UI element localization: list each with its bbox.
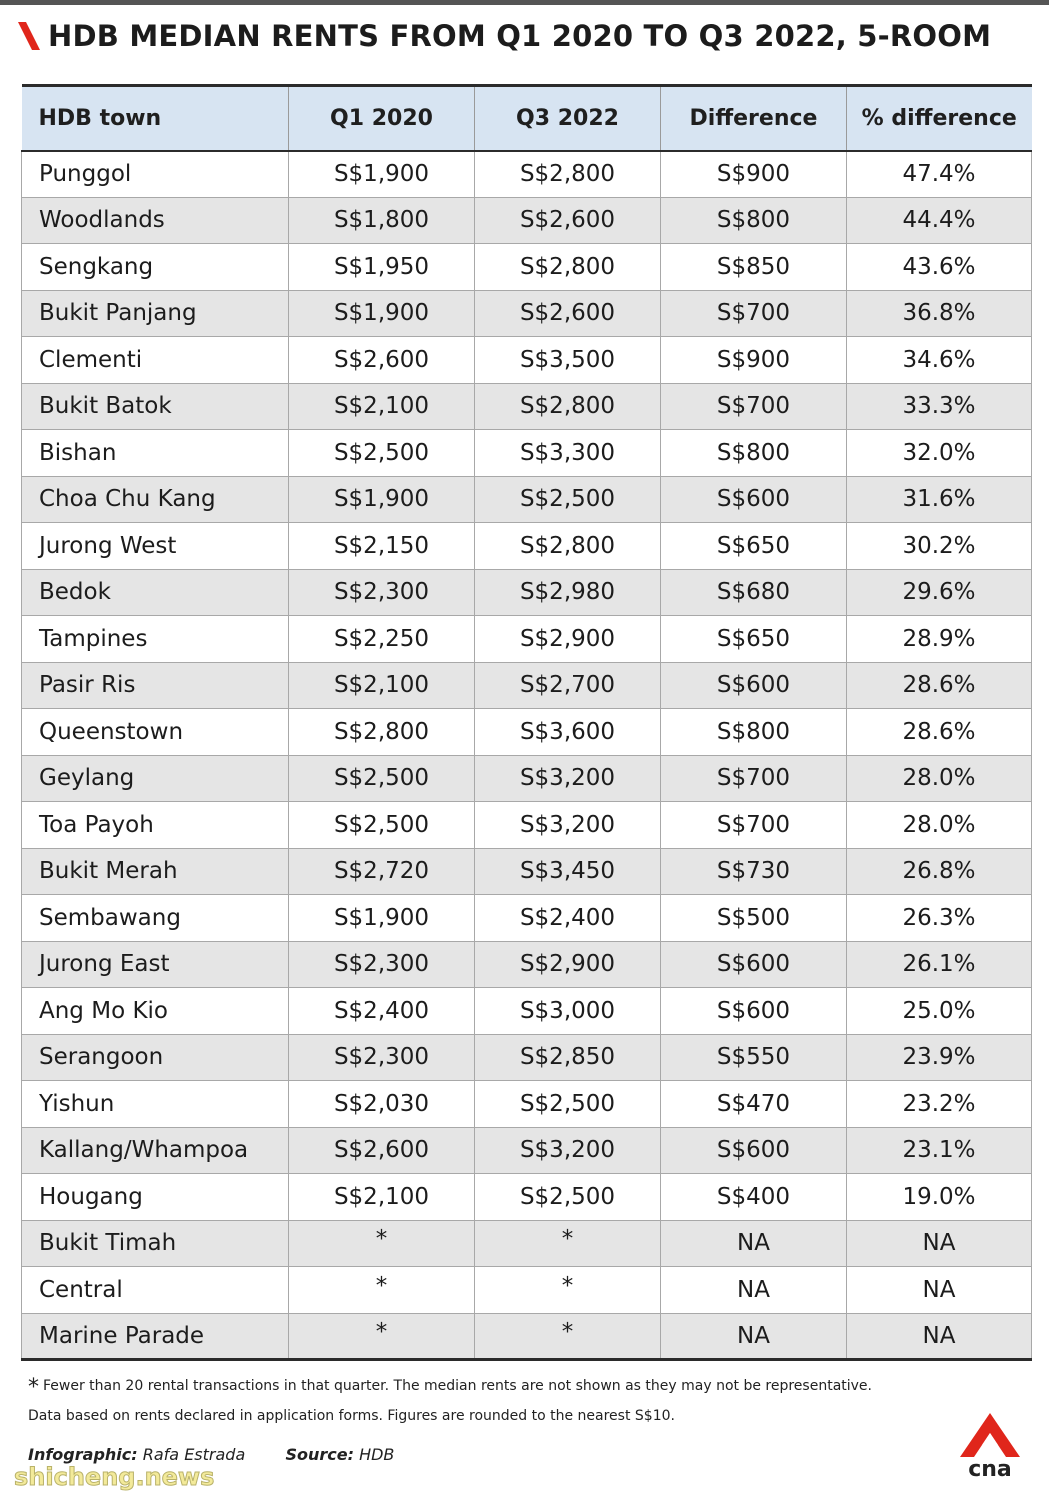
cell-q3-2022: S$2,900	[475, 941, 661, 988]
cell-q1-2020: S$1,900	[289, 151, 475, 198]
cell-q1-2020: S$1,900	[289, 895, 475, 942]
cell-q1-2020: S$2,300	[289, 1034, 475, 1081]
table-row	[22, 662, 1032, 709]
cell-pct-difference: 26.3%	[847, 895, 1032, 942]
table-row	[22, 988, 1032, 1035]
cell-q3-2022: S$3,300	[475, 430, 661, 477]
col-header-difference: Difference	[661, 86, 847, 151]
cell-town: Punggol	[22, 151, 289, 198]
table-row	[22, 383, 1032, 430]
cell-q1-2020: S$1,800	[289, 197, 475, 244]
cell-pct-difference: 26.1%	[847, 941, 1032, 988]
cell-town: Central	[22, 1267, 289, 1314]
cell-pct-difference: 19.0%	[847, 1174, 1032, 1221]
watermark: shicheng.news	[14, 1463, 215, 1491]
cell-q3-2022: S$2,400	[475, 895, 661, 942]
cell-q3-2022: S$2,700	[475, 662, 661, 709]
cell-q3-2022: S$2,800	[475, 151, 661, 198]
cell-difference: S$550	[661, 1034, 847, 1081]
cell-q1-2020: S$2,600	[289, 337, 475, 384]
infographic-value: Rafa Estrada	[142, 1445, 246, 1464]
cell-q3-2022: *	[475, 1220, 661, 1267]
table-row	[22, 569, 1032, 616]
infographic-label: Infographic:	[28, 1445, 138, 1464]
cell-difference: S$600	[661, 988, 847, 1035]
cell-difference: S$850	[661, 244, 847, 291]
cell-pct-difference: NA	[847, 1313, 1032, 1360]
source-value: HDB	[359, 1445, 395, 1464]
cell-town: Bukit Batok	[22, 383, 289, 430]
cell-difference: S$600	[661, 1127, 847, 1174]
cell-pct-difference: 23.2%	[847, 1081, 1032, 1128]
cell-town: Bukit Panjang	[22, 290, 289, 337]
cell-pct-difference: NA	[847, 1267, 1032, 1314]
cell-q1-2020: *	[289, 1220, 475, 1267]
footnotes	[28, 1372, 928, 1430]
cell-difference: S$400	[661, 1174, 847, 1221]
table-row	[22, 1127, 1032, 1174]
table-row	[22, 848, 1032, 895]
cell-town: Sembawang	[22, 895, 289, 942]
cell-q1-2020: S$2,500	[289, 755, 475, 802]
cell-pct-difference: 31.6%	[847, 476, 1032, 523]
table-body	[22, 151, 1032, 1360]
cell-q1-2020: S$2,150	[289, 523, 475, 570]
table-row	[22, 941, 1032, 988]
table-row	[22, 1313, 1032, 1360]
cell-pct-difference: 32.0%	[847, 430, 1032, 477]
cell-pct-difference: 23.1%	[847, 1127, 1032, 1174]
cell-difference: S$900	[661, 151, 847, 198]
cell-q1-2020: S$1,900	[289, 476, 475, 523]
cell-q3-2022: S$3,450	[475, 848, 661, 895]
top-rule	[0, 0, 1049, 5]
cell-difference: S$800	[661, 430, 847, 477]
cell-town: Serangoon	[22, 1034, 289, 1081]
cell-q1-2020: S$2,500	[289, 802, 475, 849]
cell-pct-difference: 28.9%	[847, 616, 1032, 663]
cell-q3-2022: S$2,850	[475, 1034, 661, 1081]
cell-q3-2022: S$2,800	[475, 244, 661, 291]
cna-logo	[958, 1413, 1022, 1479]
cell-q3-2022: S$2,800	[475, 523, 661, 570]
cell-town: Toa Payoh	[22, 802, 289, 849]
cell-pct-difference: 30.2%	[847, 523, 1032, 570]
cell-difference: S$900	[661, 337, 847, 384]
cell-difference: S$700	[661, 755, 847, 802]
slash-icon	[18, 22, 40, 50]
table-row	[22, 244, 1032, 291]
cell-pct-difference: 29.6%	[847, 569, 1032, 616]
cell-pct-difference: 47.4%	[847, 151, 1032, 198]
table-row	[22, 1267, 1032, 1314]
cell-q1-2020: S$2,300	[289, 569, 475, 616]
cell-difference: S$700	[661, 290, 847, 337]
logo-text: cna	[968, 1457, 1012, 1479]
table-row	[22, 709, 1032, 756]
cell-q1-2020: S$2,100	[289, 1174, 475, 1221]
cell-town: Bishan	[22, 430, 289, 477]
cell-q1-2020: S$2,500	[289, 430, 475, 477]
cell-q1-2020: S$2,300	[289, 941, 475, 988]
cell-difference: S$600	[661, 662, 847, 709]
cell-q1-2020: S$1,950	[289, 244, 475, 291]
cell-difference: S$500	[661, 895, 847, 942]
cell-town: Choa Chu Kang	[22, 476, 289, 523]
cell-q3-2022: S$2,800	[475, 383, 661, 430]
cell-town: Woodlands	[22, 197, 289, 244]
cell-difference: S$730	[661, 848, 847, 895]
cell-town: Tampines	[22, 616, 289, 663]
footnote-1: Fewer than 20 rental transactions in that quarter. The median rents are not shown as they may not be representative.	[43, 1378, 872, 1394]
rents-table	[21, 84, 1032, 1361]
cell-q3-2022: S$3,200	[475, 1127, 661, 1174]
table-row	[22, 476, 1032, 523]
cell-town: Clementi	[22, 337, 289, 384]
cell-q1-2020: S$2,100	[289, 383, 475, 430]
cell-q1-2020: S$2,800	[289, 709, 475, 756]
cell-pct-difference: 26.8%	[847, 848, 1032, 895]
table-row	[22, 1081, 1032, 1128]
table-row	[22, 1174, 1032, 1221]
cell-pct-difference: 44.4%	[847, 197, 1032, 244]
col-header-town: HDB town	[22, 86, 289, 151]
source-label: Source:	[285, 1445, 354, 1464]
cell-town: Geylang	[22, 755, 289, 802]
cell-q3-2022: S$3,500	[475, 337, 661, 384]
cell-q1-2020: S$2,400	[289, 988, 475, 1035]
table-row	[22, 523, 1032, 570]
cell-q1-2020: S$2,250	[289, 616, 475, 663]
cell-difference: S$600	[661, 476, 847, 523]
cell-pct-difference: 36.8%	[847, 290, 1032, 337]
cell-town: Sengkang	[22, 244, 289, 291]
table-row	[22, 1220, 1032, 1267]
table-row	[22, 802, 1032, 849]
cell-q3-2022: S$3,600	[475, 709, 661, 756]
cell-q3-2022: S$2,500	[475, 1081, 661, 1128]
cell-town: Ang Mo Kio	[22, 988, 289, 1035]
cell-q1-2020: S$2,100	[289, 662, 475, 709]
footnote-star-line	[28, 1372, 928, 1402]
col-header-q3-2022: Q3 2022	[475, 86, 661, 151]
cell-q3-2022: S$3,000	[475, 988, 661, 1035]
cell-q1-2020: S$2,720	[289, 848, 475, 895]
cell-q3-2022: S$3,200	[475, 802, 661, 849]
cell-difference: S$700	[661, 383, 847, 430]
cell-pct-difference: 28.6%	[847, 709, 1032, 756]
cell-town: Jurong West	[22, 523, 289, 570]
cell-difference: S$650	[661, 616, 847, 663]
cell-q3-2022: S$2,600	[475, 197, 661, 244]
table-row	[22, 151, 1032, 198]
cell-q3-2022: S$2,900	[475, 616, 661, 663]
footnote-2: Data based on rents declared in application forms. Figures are rounded to the nearest S$10.	[28, 1408, 675, 1424]
table-row	[22, 290, 1032, 337]
cell-town: Marine Parade	[22, 1313, 289, 1360]
cell-pct-difference: 25.0%	[847, 988, 1032, 1035]
title-row	[18, 14, 991, 58]
cell-q1-2020: S$2,030	[289, 1081, 475, 1128]
cell-difference: S$800	[661, 709, 847, 756]
cell-pct-difference: 34.6%	[847, 337, 1032, 384]
cell-town: Bukit Timah	[22, 1220, 289, 1267]
cell-q1-2020: *	[289, 1313, 475, 1360]
cell-pct-difference: 33.3%	[847, 383, 1032, 430]
cell-pct-difference: 28.0%	[847, 755, 1032, 802]
col-header-pct-difference: % difference	[847, 86, 1032, 151]
cell-q3-2022: S$2,980	[475, 569, 661, 616]
cell-pct-difference: 23.9%	[847, 1034, 1032, 1081]
table-row	[22, 197, 1032, 244]
table-row	[22, 337, 1032, 384]
cell-difference: S$800	[661, 197, 847, 244]
cell-town: Hougang	[22, 1174, 289, 1221]
cell-pct-difference: NA	[847, 1220, 1032, 1267]
cell-difference: NA	[661, 1220, 847, 1267]
cell-q3-2022: S$3,200	[475, 755, 661, 802]
cell-town: Kallang/Whampoa	[22, 1127, 289, 1174]
page-title: HDB MEDIAN RENTS FROM Q1 2020 TO Q3 2022, 5-ROOM	[48, 19, 992, 53]
cell-difference: S$470	[661, 1081, 847, 1128]
cell-town: Yishun	[22, 1081, 289, 1128]
credits	[28, 1445, 394, 1464]
cell-difference: NA	[661, 1313, 847, 1360]
cell-q3-2022: *	[475, 1267, 661, 1314]
cell-difference: NA	[661, 1267, 847, 1314]
table-row	[22, 430, 1032, 477]
cell-town: Jurong East	[22, 941, 289, 988]
cell-q1-2020: *	[289, 1267, 475, 1314]
cell-town: Bukit Merah	[22, 848, 289, 895]
table-header-row	[22, 86, 1032, 151]
cell-q3-2022: S$2,600	[475, 290, 661, 337]
cell-pct-difference: 43.6%	[847, 244, 1032, 291]
cell-town: Queenstown	[22, 709, 289, 756]
cell-town: Bedok	[22, 569, 289, 616]
cell-difference: S$680	[661, 569, 847, 616]
cell-pct-difference: 28.0%	[847, 802, 1032, 849]
cell-pct-difference: 28.6%	[847, 662, 1032, 709]
cell-q3-2022: S$2,500	[475, 476, 661, 523]
cell-q1-2020: S$2,600	[289, 1127, 475, 1174]
cell-difference: S$650	[661, 523, 847, 570]
col-header-q1-2020: Q1 2020	[289, 86, 475, 151]
cell-q3-2022: *	[475, 1313, 661, 1360]
footnote-star: *	[28, 1375, 39, 1400]
cell-q3-2022: S$2,500	[475, 1174, 661, 1221]
cell-town: Pasir Ris	[22, 662, 289, 709]
table-row	[22, 1034, 1032, 1081]
cell-difference: S$600	[661, 941, 847, 988]
cell-q1-2020: S$1,900	[289, 290, 475, 337]
cell-difference: S$700	[661, 802, 847, 849]
table-row	[22, 616, 1032, 663]
table-row	[22, 755, 1032, 802]
table-row	[22, 895, 1032, 942]
